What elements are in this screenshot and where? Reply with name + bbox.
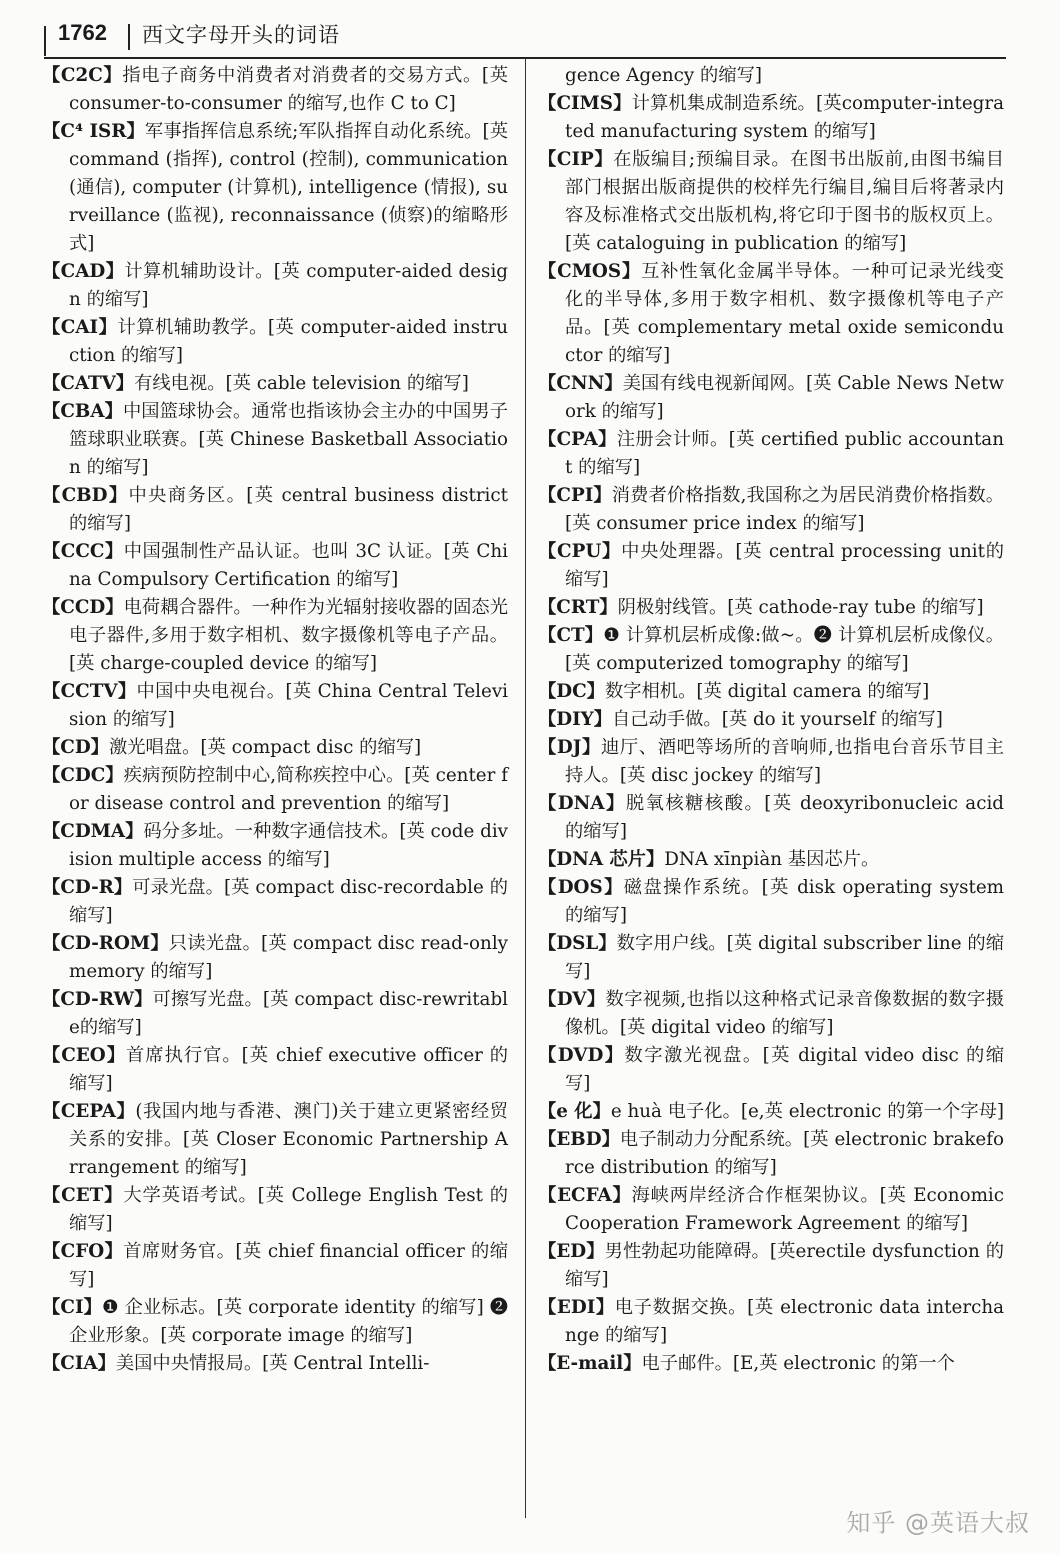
entry-definition: 计算机集成制造系统。[英computer-integrated manufacturing system 的缩写]	[565, 93, 1004, 142]
entry-headword: 【CDMA】	[42, 821, 144, 842]
left-column	[42, 62, 508, 1378]
entry-definition: 海峡两岸经济合作框架协议。[英 Economic Cooperation Framework Agreement 的缩写]	[565, 1185, 1005, 1234]
entry-definition: 消费者价格指数,我国称之为居民消费价格指数。[英 consumer price index 的缩写]	[565, 485, 1004, 534]
entry-definition: 脱氧核糖核酸。[英 deoxyribonucleic acid 的缩写]	[565, 793, 1004, 842]
entry-headword: 【DNA 芯片】	[538, 849, 665, 870]
dictionary-entry	[538, 874, 1004, 930]
entry-definition: 大学英语考试。[英 College English Test 的缩写]	[69, 1185, 508, 1234]
dictionary-entry	[538, 258, 1004, 370]
entry-definition: 中国篮球协会。通常也指该协会主办的中国男子篮球职业联赛。[英 Chinese Basketball Association 的缩写]	[69, 401, 509, 478]
entry-definition: 首席财务官。[英 chief financial officer 的缩写]	[69, 1241, 508, 1290]
entry-definition: ❶ 企业标志。[英 corporate identity 的缩写] ❷ 企业形象。[英 corporate image 的缩写]	[69, 1297, 508, 1346]
dictionary-entry	[538, 734, 1004, 790]
entry-definition: 互补性氧化金属半导体。一种可记录光线变化的半导体,多用于数字相机、数字摄像机等电子产品。[英 complementary metal oxide semiconductor 的缩写]	[565, 261, 1004, 366]
entry-definition: 码分多址。一种数字通信技术。[英 code division multiple access 的缩写]	[69, 821, 509, 870]
entry-headword: 【DSL】	[538, 933, 617, 954]
entry-headword: 【EBD】	[538, 1129, 620, 1150]
entry-definition: DNA xīnpiàn 基因芯片。	[664, 849, 880, 870]
entry-definition: 中央处理器。[英 central processing unit的缩写]	[565, 541, 1004, 590]
page-header	[38, 10, 1006, 48]
entry-definition: 电子数据交换。[英 electronic data interchange 的缩写]	[565, 1297, 1004, 1346]
entry-headword: 【EDI】	[538, 1297, 615, 1318]
entry-headword: 【CBD】	[42, 485, 129, 506]
dictionary-entry	[538, 426, 1004, 482]
entry-headword: 【CPI】	[538, 485, 612, 506]
entry-headword: 【DIY】	[538, 709, 613, 730]
entry-definition: 计算机辅助设计。[英 computer-aided design 的缩写]	[69, 261, 508, 310]
entry-headword: 【CFO】	[42, 1241, 124, 1262]
dictionary-entry	[538, 678, 1004, 706]
entry-headword: 【CAI】	[42, 317, 118, 338]
entry-definition: 迪厅、酒吧等场所的音响师,也指电台音乐节目主持人。[英 disc jockey 的缩写]	[565, 737, 1004, 786]
watermark: 知乎 @英语大叔	[846, 1509, 1030, 1537]
entry-definition: 美国中央情报局。[英 Central Intelli-	[115, 1353, 430, 1374]
dictionary-entry	[42, 1238, 508, 1294]
dictionary-entry	[538, 790, 1004, 846]
dictionary-entry	[538, 930, 1004, 986]
dictionary-entry	[538, 622, 1004, 678]
entry-definition: 磁盘操作系统。[英 disk operating system 的缩写]	[565, 877, 1004, 926]
dictionary-entry	[538, 370, 1004, 426]
entry-headword: 【CIMS】	[538, 93, 632, 114]
dictionary-entry	[42, 1294, 508, 1350]
dictionary-entry	[42, 62, 508, 118]
entry-definition: 激光唱盘。[英 compact disc 的缩写]	[108, 737, 422, 758]
entry-headword: 【CT】	[538, 625, 604, 646]
dictionary-entry	[42, 314, 508, 370]
dictionary-entry	[42, 874, 508, 930]
dictionary-entry	[42, 398, 508, 482]
dictionary-entry	[42, 930, 508, 986]
entry-definition: 电子制动力分配系统。[英 electronic brakeforce distribution 的缩写]	[565, 1129, 1004, 1178]
entry-headword: 【CET】	[42, 1185, 124, 1206]
dictionary-entry	[538, 986, 1004, 1042]
dictionary-entry	[538, 594, 1004, 622]
dictionary-entry	[42, 594, 508, 678]
entry-headword: 【ECFA】	[538, 1185, 632, 1206]
header-left-bar	[44, 26, 46, 56]
entry-headword: 【CEO】	[42, 1045, 126, 1066]
dictionary-entry	[42, 1098, 508, 1182]
entry-headword: 【CD-R】	[42, 877, 133, 898]
entry-definition: 阴极射线管。[英 cathode-ray tube 的缩写]	[617, 597, 984, 618]
dictionary-entry	[538, 90, 1004, 146]
entry-headword: 【CD-RW】	[42, 989, 153, 1010]
entry-definition: 在版编目;预编目录。在图书出版前,由图书编目部门根据出版商提供的校样先行编目,编目后将著录内容及标准格式交出版机构,将它印于图书的版权页上。[英 cataloguing in publication 的缩写]	[565, 149, 1004, 254]
dictionary-entry	[42, 1350, 508, 1378]
entry-headword: 【CCD】	[42, 597, 124, 618]
entry-definition: 数字激光视盘。[英 digital video disc 的缩写]	[565, 1045, 1004, 1094]
entry-definition: 自己动手做。[英 do it yourself 的缩写]	[612, 709, 943, 730]
entry-definition: 可擦写光盘。[英 compact disc-rewritable的缩写]	[69, 989, 508, 1038]
entry-definition: 计算机辅助教学。[英 computer-aided instruction 的缩写]	[69, 317, 508, 366]
entry-headword: 【CRT】	[538, 597, 618, 618]
dictionary-entry	[538, 1042, 1004, 1098]
entry-definition: 可录光盘。[英 compact disc-recordable 的缩写]	[69, 877, 508, 926]
dictionary-entry	[42, 762, 508, 818]
entry-definition: 军事指挥信息系统;军队指挥自动化系统。[英 command (指挥), control (控制), communication (通信), computer (计算机), intelligence (情报), surveillance (监视), reconnaissance (侦察)的缩略形式]	[69, 121, 508, 254]
continued-entry-text: gence Agency 的缩写]	[565, 65, 763, 86]
entry-headword: 【DC】	[538, 681, 605, 702]
entry-headword: 【CCC】	[42, 541, 124, 562]
entry-definition: 数字用户线。[英 digital subscriber line 的缩写]	[565, 933, 1004, 982]
entry-definition: 美国有线电视新闻网。[英 Cable News Network 的缩写]	[565, 373, 1004, 422]
dictionary-entry	[538, 1098, 1004, 1126]
entry-headword: 【CDC】	[42, 765, 124, 786]
entry-headword: 【C2C】	[42, 65, 123, 86]
entry-definition: e huà 电子化。[e,英 electronic 的第一个字母]	[610, 1101, 1005, 1122]
entry-definition: 只读光盘。[英 compact disc read-only memory 的缩写]	[69, 933, 509, 982]
entry-definition: 男性勃起功能障碍。[英erectile dysfunction 的缩写]	[565, 1241, 1004, 1290]
dictionary-entry	[538, 1350, 1004, 1378]
entry-headword: 【CIP】	[538, 149, 614, 170]
entry-headword: 【CATV】	[42, 373, 135, 394]
entry-headword: 【CD】	[42, 737, 109, 758]
entry-definition: ❶ 计算机层析成像:做~。❷ 计算机层析成像仪。[英 computerized tomography 的缩写]	[565, 625, 1004, 674]
entry-headword: 【DJ】	[538, 737, 601, 758]
entry-headword: 【C⁴ ISR】	[42, 121, 145, 142]
dictionary-entry	[538, 146, 1004, 258]
dictionary-entry	[42, 1042, 508, 1098]
entry-headword: 【CEPA】	[42, 1101, 136, 1122]
entry-headword: 【e 化】	[538, 1101, 611, 1122]
dictionary-entry	[538, 1294, 1004, 1350]
entry-headword: 【DVD】	[538, 1045, 625, 1066]
entry-headword: 【DOS】	[538, 877, 624, 898]
entry-headword: 【ED】	[538, 1241, 605, 1262]
entry-definition: 注册会计师。[英 certified public accountant 的缩写]	[565, 429, 1004, 478]
entry-headword: 【CPA】	[538, 429, 617, 450]
entry-headword: 【DNA】	[538, 793, 626, 814]
entry-headword: 【CAD】	[42, 261, 125, 282]
dictionary-entry	[42, 986, 508, 1042]
entry-headword: 【CPU】	[538, 541, 622, 562]
entry-definition: 中央商务区。[英 central business district 的缩写]	[69, 485, 508, 534]
entry-definition: 电荷耦合器件。一种作为光辐射接收器的固态光电子器件,多用于数字相机、数字摄像机等电子产品。[英 charge-coupled device 的缩写]	[69, 597, 508, 674]
dictionary-entry	[42, 678, 508, 734]
dictionary-entry	[538, 846, 1004, 874]
dictionary-entry	[42, 818, 508, 874]
entry-headword: 【DV】	[538, 989, 606, 1010]
dictionary-entry	[538, 706, 1004, 734]
entry-definition: 中国中央电视台。[英 China Central Television 的缩写]	[69, 681, 508, 730]
entry-headword: 【E-mail】	[538, 1353, 642, 1374]
page-number: 1762	[58, 20, 107, 45]
entry-headword: 【CCTV】	[42, 681, 137, 702]
entry-headword: 【CIA】	[42, 1353, 116, 1374]
entry-headword: 【CBA】	[42, 401, 123, 422]
header-separator	[128, 24, 130, 50]
dictionary-entry	[42, 258, 508, 314]
dictionary-entry	[538, 1126, 1004, 1182]
entry-definition: 数字相机。[英 digital camera 的缩写]	[604, 681, 930, 702]
dictionary-entry	[42, 370, 508, 398]
entry-definition: 中国强制性产品认证。也叫 3C 认证。[英 China Compulsory Certification 的缩写]	[69, 541, 508, 590]
section-title: 西文字母开头的词语	[142, 23, 340, 47]
entry-definition: 指电子商务中消费者对消费者的交易方式。[英 consumer-to-consumer 的缩写,也作 C to C]	[69, 65, 508, 114]
entry-headword: 【CNN】	[538, 373, 623, 394]
entry-definition: 数字视频,也指以这种格式记录音像数据的数字摄像机。[英 digital video 的缩写]	[565, 989, 1004, 1038]
dictionary-entry	[42, 482, 508, 538]
dictionary-entry	[538, 1238, 1004, 1294]
entry-definition: 疾病预防控制中心,简称疾控中心。[英 center for disease control and prevention 的缩写]	[69, 765, 508, 814]
dictionary-entry	[538, 1182, 1004, 1238]
entry-definition: (我国内地与香港、澳门)关于建立更紧密经贸关系的安排。[英 Closer Economic Partnership Arrangement 的缩写]	[69, 1101, 508, 1178]
dictionary-entry	[538, 538, 1004, 594]
dictionary-entry	[538, 482, 1004, 538]
dictionary-entry	[42, 538, 508, 594]
right-column	[538, 62, 1004, 1378]
entry-headword: 【CI】	[42, 1297, 103, 1318]
column-divider	[525, 58, 526, 1518]
entry-definition: 有线电视。[英 cable television 的缩写]	[134, 373, 469, 394]
dictionary-entry	[42, 734, 508, 762]
entry-definition: 电子邮件。[E,英 electronic 的第一个	[641, 1353, 955, 1374]
entry-headword: 【CD-ROM】	[42, 933, 169, 954]
dictionary-entry	[42, 1182, 508, 1238]
entry-definition: 首席执行官。[英 chief executive officer 的缩写]	[69, 1045, 508, 1094]
dictionary-entry	[42, 118, 508, 258]
entry-headword: 【CMOS】	[538, 261, 642, 282]
